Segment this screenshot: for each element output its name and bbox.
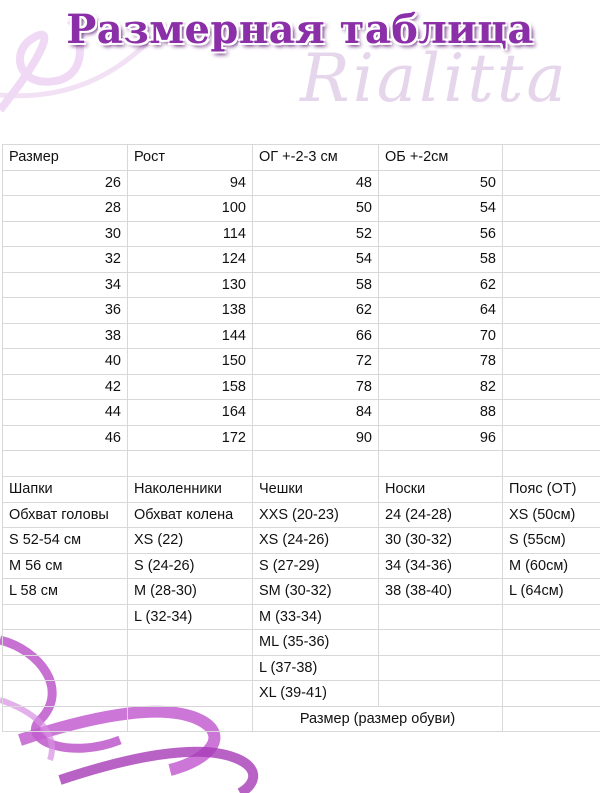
accessory-cell: M (28-30)	[128, 579, 253, 605]
accessories-table-body	[3, 477, 600, 707]
size-cell: 38	[3, 323, 128, 349]
accessory-cell: S 52-54 см	[3, 528, 128, 554]
accessory-cell: 30 (30-32)	[379, 528, 503, 554]
table-row	[3, 630, 600, 656]
header-cell: Носки	[379, 477, 503, 503]
table-row	[3, 298, 600, 324]
size-cell: 88	[379, 400, 503, 426]
size-cell	[503, 349, 600, 375]
header-cell: Размер	[3, 145, 128, 171]
size-cell: 78	[253, 374, 379, 400]
accessory-cell	[128, 655, 253, 681]
accessory-cell	[3, 681, 128, 707]
accessories-header-row	[3, 477, 600, 503]
table-row	[3, 374, 600, 400]
accessory-cell	[379, 655, 503, 681]
table-row	[3, 425, 600, 451]
size-cell: 150	[128, 349, 253, 375]
accessory-cell: XS (50см)	[503, 502, 600, 528]
size-cell: 82	[379, 374, 503, 400]
size-cell: 90	[253, 425, 379, 451]
shoe-size-note: Размер (размер обуви)	[253, 706, 503, 732]
size-cell: 70	[379, 323, 503, 349]
brand-watermark: Rialitta	[300, 40, 569, 117]
size-cell	[503, 272, 600, 298]
accessory-cell: L (37-38)	[253, 655, 379, 681]
size-cell: 164	[128, 400, 253, 426]
accessory-cell: 24 (24-28)	[379, 502, 503, 528]
size-cell: 54	[379, 196, 503, 222]
size-cell: 172	[128, 425, 253, 451]
header-cell: ОБ +-2см	[379, 145, 503, 171]
accessory-cell: S (24-26)	[128, 553, 253, 579]
table-row	[3, 604, 600, 630]
accessory-cell: SM (30-32)	[253, 579, 379, 605]
table-row	[3, 221, 600, 247]
size-cell	[503, 400, 600, 426]
size-cell: 46	[3, 425, 128, 451]
size-cell: 42	[3, 374, 128, 400]
table-row	[3, 579, 600, 605]
size-cell: 36	[3, 298, 128, 324]
size-cell: 54	[253, 247, 379, 273]
table-row	[3, 400, 600, 426]
accessory-cell: XS (24-26)	[253, 528, 379, 554]
accessory-cell: Обхват колена	[128, 502, 253, 528]
header-cell: Рост	[128, 145, 253, 171]
table-row	[3, 196, 600, 222]
table-row	[3, 553, 600, 579]
page-title: Размерная таблица	[66, 6, 534, 53]
size-cell: 114	[128, 221, 253, 247]
accessory-cell: S (55см)	[503, 528, 600, 554]
header-cell: Пояс (ОТ)	[503, 477, 600, 503]
size-cell: 94	[128, 170, 253, 196]
accessory-cell	[503, 681, 600, 707]
header-cell: Наколенники	[128, 477, 253, 503]
accessory-cell	[503, 604, 600, 630]
size-cell: 30	[3, 221, 128, 247]
size-cell: 158	[128, 374, 253, 400]
accessory-cell: M (60см)	[503, 553, 600, 579]
table-row	[3, 247, 600, 273]
accessory-cell	[3, 655, 128, 681]
size-cell: 62	[379, 272, 503, 298]
accessory-cell	[3, 630, 128, 656]
size-cell: 78	[379, 349, 503, 375]
size-cell	[503, 221, 600, 247]
accessory-cell	[503, 630, 600, 656]
header-cell: ОГ +-2-3 см	[253, 145, 379, 171]
accessory-cell: 38 (38-40)	[379, 579, 503, 605]
size-cell	[503, 247, 600, 273]
note-row	[3, 706, 600, 732]
accessory-cell	[3, 604, 128, 630]
size-cell: 50	[379, 170, 503, 196]
table-row	[3, 528, 600, 554]
size-cell	[503, 170, 600, 196]
size-cell: 64	[379, 298, 503, 324]
table-row	[3, 655, 600, 681]
size-cell	[503, 298, 600, 324]
header-cell	[503, 145, 600, 171]
size-cell: 100	[128, 196, 253, 222]
size-cell: 44	[3, 400, 128, 426]
size-cell	[503, 323, 600, 349]
size-cell: 40	[3, 349, 128, 375]
size-cell: 34	[3, 272, 128, 298]
accessory-cell: L (32-34)	[128, 604, 253, 630]
size-cell: 58	[379, 247, 503, 273]
header-cell: Чешки	[253, 477, 379, 503]
accessory-cell: L (64см)	[503, 579, 600, 605]
accessory-cell: XXS (20-23)	[253, 502, 379, 528]
size-cell: 56	[379, 221, 503, 247]
accessory-cell	[379, 630, 503, 656]
size-cell: 84	[253, 400, 379, 426]
size-cell: 124	[128, 247, 253, 273]
size-cell	[503, 425, 600, 451]
size-cell: 32	[3, 247, 128, 273]
accessory-cell	[128, 630, 253, 656]
size-cell: 62	[253, 298, 379, 324]
size-chart-table	[2, 144, 600, 732]
accessory-cell: XS (22)	[128, 528, 253, 554]
table-row	[3, 349, 600, 375]
accessory-cell	[128, 681, 253, 707]
table-row	[3, 323, 600, 349]
accessory-cell: M 56 см	[3, 553, 128, 579]
size-cell: 58	[253, 272, 379, 298]
spacer-row	[3, 451, 600, 477]
accessory-cell: S (27-29)	[253, 553, 379, 579]
accessory-cell	[379, 604, 503, 630]
size-cell: 130	[128, 272, 253, 298]
table-row	[3, 170, 600, 196]
size-header-row	[3, 145, 600, 171]
size-cell: 72	[253, 349, 379, 375]
size-cell: 52	[253, 221, 379, 247]
accessory-cell: ML (35-36)	[253, 630, 379, 656]
size-cell: 28	[3, 196, 128, 222]
size-cell: 96	[379, 425, 503, 451]
table-row	[3, 272, 600, 298]
accessory-cell: Обхват головы	[3, 502, 128, 528]
size-cell: 138	[128, 298, 253, 324]
accessory-cell: M (33-34)	[253, 604, 379, 630]
size-table-body	[3, 145, 600, 451]
size-cell: 48	[253, 170, 379, 196]
size-cell: 26	[3, 170, 128, 196]
size-cell: 144	[128, 323, 253, 349]
accessory-cell	[379, 681, 503, 707]
accessory-cell: XL (39-41)	[253, 681, 379, 707]
size-cell: 50	[253, 196, 379, 222]
size-cell	[503, 196, 600, 222]
size-cell	[503, 374, 600, 400]
accessory-cell: 34 (34-36)	[379, 553, 503, 579]
header-cell: Шапки	[3, 477, 128, 503]
table-row	[3, 681, 600, 707]
table-row	[3, 502, 600, 528]
note-body	[3, 706, 600, 732]
spacer-body	[3, 451, 600, 477]
size-cell: 66	[253, 323, 379, 349]
accessory-cell: L 58 см	[3, 579, 128, 605]
accessory-cell	[503, 655, 600, 681]
